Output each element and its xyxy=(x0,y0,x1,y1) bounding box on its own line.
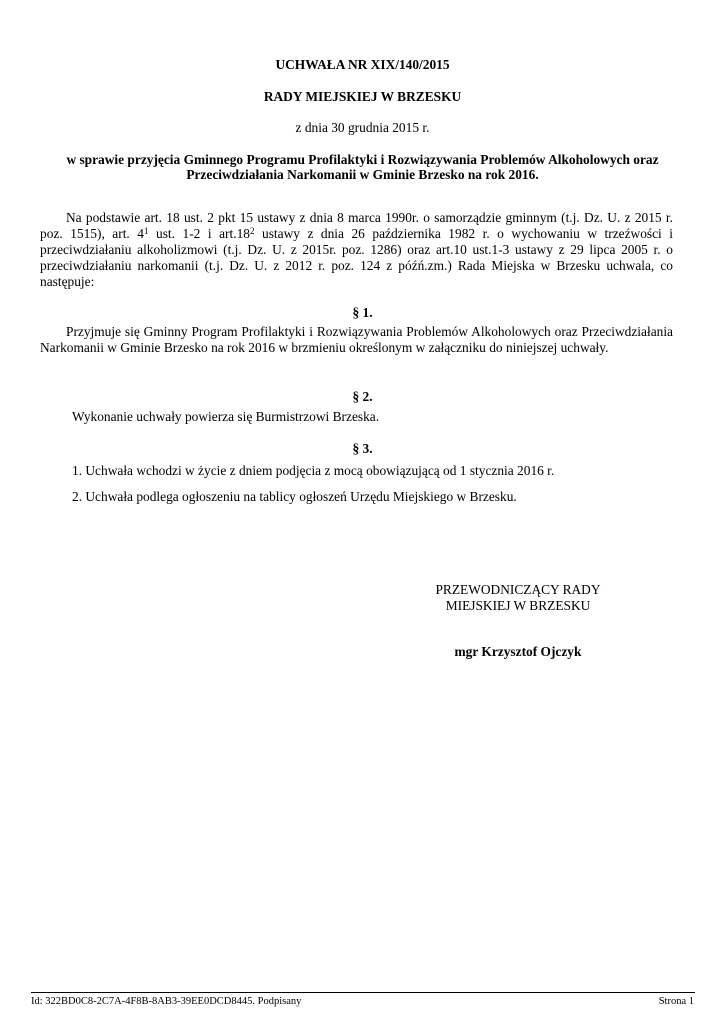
resolution-title: UCHWAŁA NR XIX/140/2015 xyxy=(275,57,450,72)
section-2-heading: § 2. xyxy=(352,389,373,404)
preamble-part-3: ustawy z dnia 26 października 1982 r. o wychowaniu w trzeźwości i przeciwdziałaniu alkoholizmowi (t.j. Dz. U. z 2015r. poz. 1286) oraz art.10 ust.1-3 ustawy z 29 lipca 2005 r. o przeciwdziałaniu narkomanii (t.j. Dz. U. z 2012 r. poz. 124 z późń.zm.) Rada Miejska w Brzesku uchwala, co następuje: xyxy=(40,226,674,289)
subject-line-1: w sprawie przyjęcia Gminnego Programu Profilaktyki i Rozwiązywania Problemów Alkoholowych oraz xyxy=(66,152,659,167)
footer-divider xyxy=(31,992,695,993)
signature-name: mgr Krzysztof Ojczyk xyxy=(454,644,582,659)
section-3-heading: § 3. xyxy=(352,441,373,456)
footer-document-id: Id: 322BD0C8-2C7A-4F8B-8AB3-39EE0DCD8445. Podpisany xyxy=(31,996,302,1007)
subject-line-2: Przeciwdziałania Narkomanii w Gminie Brzesko na rok 2016. xyxy=(186,167,539,182)
footer-page-number: Strona 1 xyxy=(658,996,694,1007)
section-1-heading: § 1. xyxy=(352,305,373,320)
section-2-text: Wykonanie uchwały powierza się Burmistrzowi Brzeska. xyxy=(72,409,380,424)
section-1-text: Przyjmuje się Gminny Program Profilaktyki i Rozwiązywania Problemów Alkoholowych oraz Przeciwdziałania Narkomanii w Gminie Brzesko na rok 2016 w brzmieniu określonym w załączniku do niniejszej uchwały. xyxy=(40,324,673,355)
council-name: RADY MIEJSKIEJ W BRZESKU xyxy=(263,89,462,104)
preamble-paragraph xyxy=(40,210,673,290)
preamble-part-2: ust. 1-2 i art.18 xyxy=(148,226,250,241)
preamble-part-1: Na podstawie art. 18 ust. 2 pkt 15 ustawy z dnia 8 marca 1990r. o samorządzie gminnym (t.j. Dz. U. z 2015 r. poz. 1515), art. 4 xyxy=(40,210,673,241)
signature-role-line-2: MIEJSKIEJ W BRZESKU xyxy=(445,598,591,613)
superscript-1: 1 xyxy=(144,226,149,236)
resolution-date: z dnia 30 grudnia 2015 r. xyxy=(295,120,430,135)
section-3-item-1: 1. Uchwała wchodzi w życie z dniem podjęcia z mocą obowiązującą od 1 stycznia 2016 r. xyxy=(72,463,555,478)
superscript-2: 2 xyxy=(249,226,255,236)
section-3-item-2: 2. Uchwała podlega ogłoszeniu na tablicy ogłoszeń Urzędu Miejskiego w Brzesku. xyxy=(72,489,517,504)
signature-role-line-1: PRZEWODNICZĄCY RADY xyxy=(435,582,601,597)
